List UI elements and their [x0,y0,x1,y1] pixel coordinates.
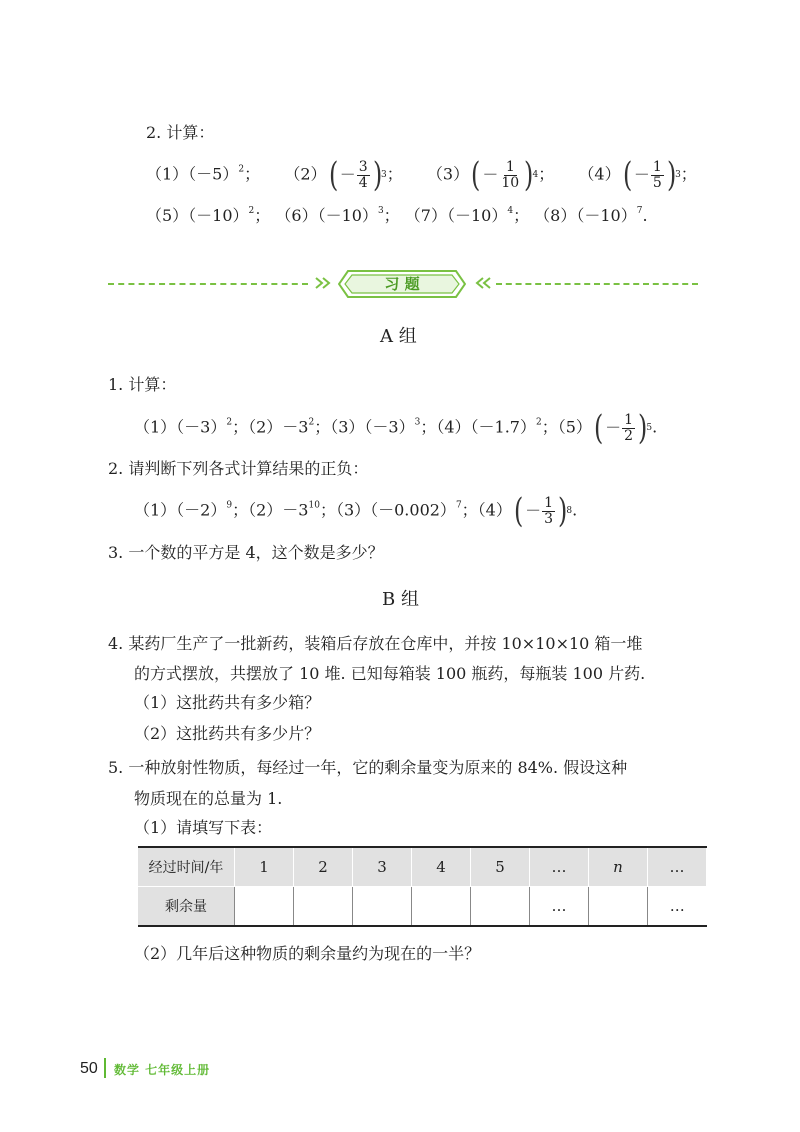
question-5-sub-1: （1）请填写下表： [134,818,273,837]
fraction-power: ( － $\frac{1}{3}$ ) 8 [513,491,573,531]
question-5-line-1: 5. 一种放射性物质，每经过一年，它的剩余量变为原来的 84%. 假设这种 [108,758,628,777]
exercise-2-title: 2. 计算： [146,123,215,142]
question-4-line-2: 的方式摆放，共摆放了 10 堆. 已知每箱装 100 瓶药，每瓶装 100 片药. [134,664,646,683]
table-cell-year: 1 [235,847,294,887]
decay-table [138,846,707,927]
table-cell-year: n [589,847,648,887]
table-cell-year: 4 [412,847,471,887]
table-cell-remaining: … [530,887,589,927]
exercise-2-row-2: $(5)(-10)^2$； $(6)(-10)^3$； $(7)(-10)^4$； $(8)(-10)^7$. [146,206,648,225]
question-4-sub-2: （2）这批药共有多少片？ [134,724,321,743]
question-2-title: 2. 请判断下列各式计算结果的正负： [108,459,369,478]
question-2-items: $(1)(-2)^9$；$(2)-3^{10}$；$(3)(-0.002)^7$；（4） ( － $\frac{1}{3}$ ) 8 . [134,491,578,531]
table-cell-remaining [235,887,294,927]
table-header-time: 经过时间/年 [138,847,235,887]
table-header-remaining: 剩余量 [138,887,235,927]
question-4-line-1: 4. 某药厂生产了一批新药，装箱后存放在仓库中，并按 10×10×10 箱一堆 [108,634,643,653]
divider-left [108,283,308,285]
table-cell-year: 2 [294,847,353,887]
question-1-title: 1. 计算： [108,375,177,394]
chevron-left-icon [472,276,492,290]
table-cell-year: … [648,847,707,887]
table-cell-remaining [471,887,530,927]
footer-divider [104,1058,106,1078]
exercise-banner-label: 习 题 [384,275,420,293]
divider-right [496,283,698,285]
group-a-title: A 组 [380,326,417,347]
group-b-title: B 组 [382,589,419,610]
table-cell-remaining [353,887,412,927]
question-1-items: $(1)(-3)^2$；$(2)-3^2$；$(3)(-3)^3$；$(4)(-1.7)^2$；（5） ( － $\frac{1}{2}$ ) 5 . [134,408,658,448]
table-cell-remaining [412,887,471,927]
fraction-power: ( － $\frac{1}{10}$ ) 4 [471,155,539,195]
table-cell-year: … [530,847,589,887]
question-5-line-2: 物质现在的总量为 1. [134,789,283,808]
question-5-sub-2: （2）几年后这种物质的剩余量约为现在的一半？ [134,944,481,963]
question-4-sub-1: （1）这批药共有多少箱？ [134,693,321,712]
page-number: 50 [80,1060,98,1077]
table-cell-year: 5 [471,847,530,887]
chevron-right-icon [314,276,334,290]
table-cell-remaining: … [648,887,707,927]
table-cell-remaining [294,887,353,927]
book-title: 数学 七年级上册 [114,1063,211,1077]
question-3: 3. 一个数的平方是 4，这个数是多少？ [108,543,384,562]
table-row [138,887,707,927]
exercise-2-row-1: $(1)(-5)^2$； （2） ( － $\frac{3}{4}$ ) 3 ； （3） ( － $\frac{1}{10}$ ) 4 ； （4） ( － $\frac{1}{5}$ ) 3 ； [146,155,697,195]
fraction-power: ( － $\frac{1}{5}$ ) 3 [622,155,681,195]
fraction-power: ( － $\frac{3}{4}$ ) 3 [328,155,387,195]
table-row [138,847,707,887]
fraction-power: ( － $\frac{1}{2}$ ) 5 [593,408,653,448]
table-cell-remaining [589,887,648,927]
table-cell-year: 3 [353,847,412,887]
